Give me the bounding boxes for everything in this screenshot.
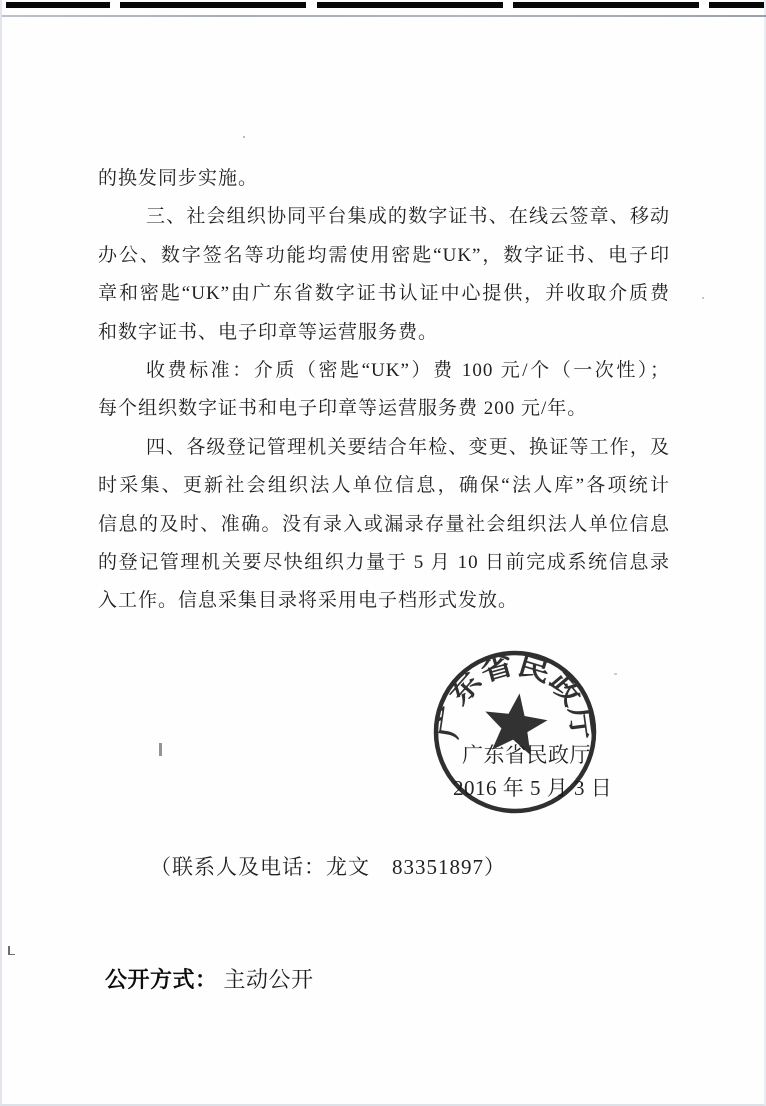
body-line: 收费标准：介质（密匙“UK”）费 100 元/个（一次性）； <box>146 359 670 381</box>
body-line: 的换发同步实施。 <box>98 168 259 189</box>
star-icon <box>480 689 550 757</box>
body-line: 章和密匙“UK”由广东省数字证书认证中心提供，并收取介质费 <box>98 283 670 305</box>
scan-speck <box>8 946 15 955</box>
body-line: 办公、数字签名等功能均需使用密匙“UK”，数字证书、电子印 <box>98 244 670 266</box>
body-line: 的登记管理机关要尽快组织力量于 5 月 10 日前完成系统信息录 <box>98 551 670 573</box>
body-line: 入工作。信息采集目录将采用电子档形式发放。 <box>98 590 519 612</box>
body-line: 每个组织数字证书和电子印章等运营服务费 200 元/年。 <box>98 398 588 420</box>
body-line: 信息的及时、准确。没有录入或漏录存量社会组织法人单位信息 <box>98 513 670 535</box>
date-line: 2016 年 5 月 3 日 <box>453 776 613 800</box>
authority-line: 广东省民政厅 <box>462 743 591 767</box>
disclosure-value: 主动公开 <box>223 967 314 992</box>
disclosure-line <box>105 963 314 994</box>
official-seal <box>407 625 627 845</box>
document-body <box>98 160 670 621</box>
scan-edge-mark <box>513 2 699 8</box>
body-line: 和数字证书、电子印章等运营服务费。 <box>98 321 439 343</box>
disclosure-label: 公开方式： <box>105 967 218 992</box>
scan-speck <box>614 673 617 675</box>
scan-speck <box>702 297 704 299</box>
scan-edge-mark <box>6 2 110 8</box>
scan-edge-line <box>2 15 766 17</box>
scan-speck <box>159 743 162 756</box>
scan-edge-mark <box>709 2 764 8</box>
seal-arc-text: 广东省民政厅 <box>433 650 596 741</box>
body-line: 四、各级登记管理机关要结合年检、变更、换证等工作，及 <box>146 436 670 458</box>
contact-line: （联系人及电话：龙文 83351897） <box>150 855 506 879</box>
body-line: 时采集、更新社会组织法人单位信息，确保“法人库”各项统计 <box>98 475 670 497</box>
body-line: 三、社会组织协同平台集成的数字证书、在线云签章、移动 <box>146 206 670 228</box>
scan-edge-mark <box>317 2 503 8</box>
scan-speck <box>243 136 245 138</box>
scan-edge-mark <box>120 2 306 8</box>
